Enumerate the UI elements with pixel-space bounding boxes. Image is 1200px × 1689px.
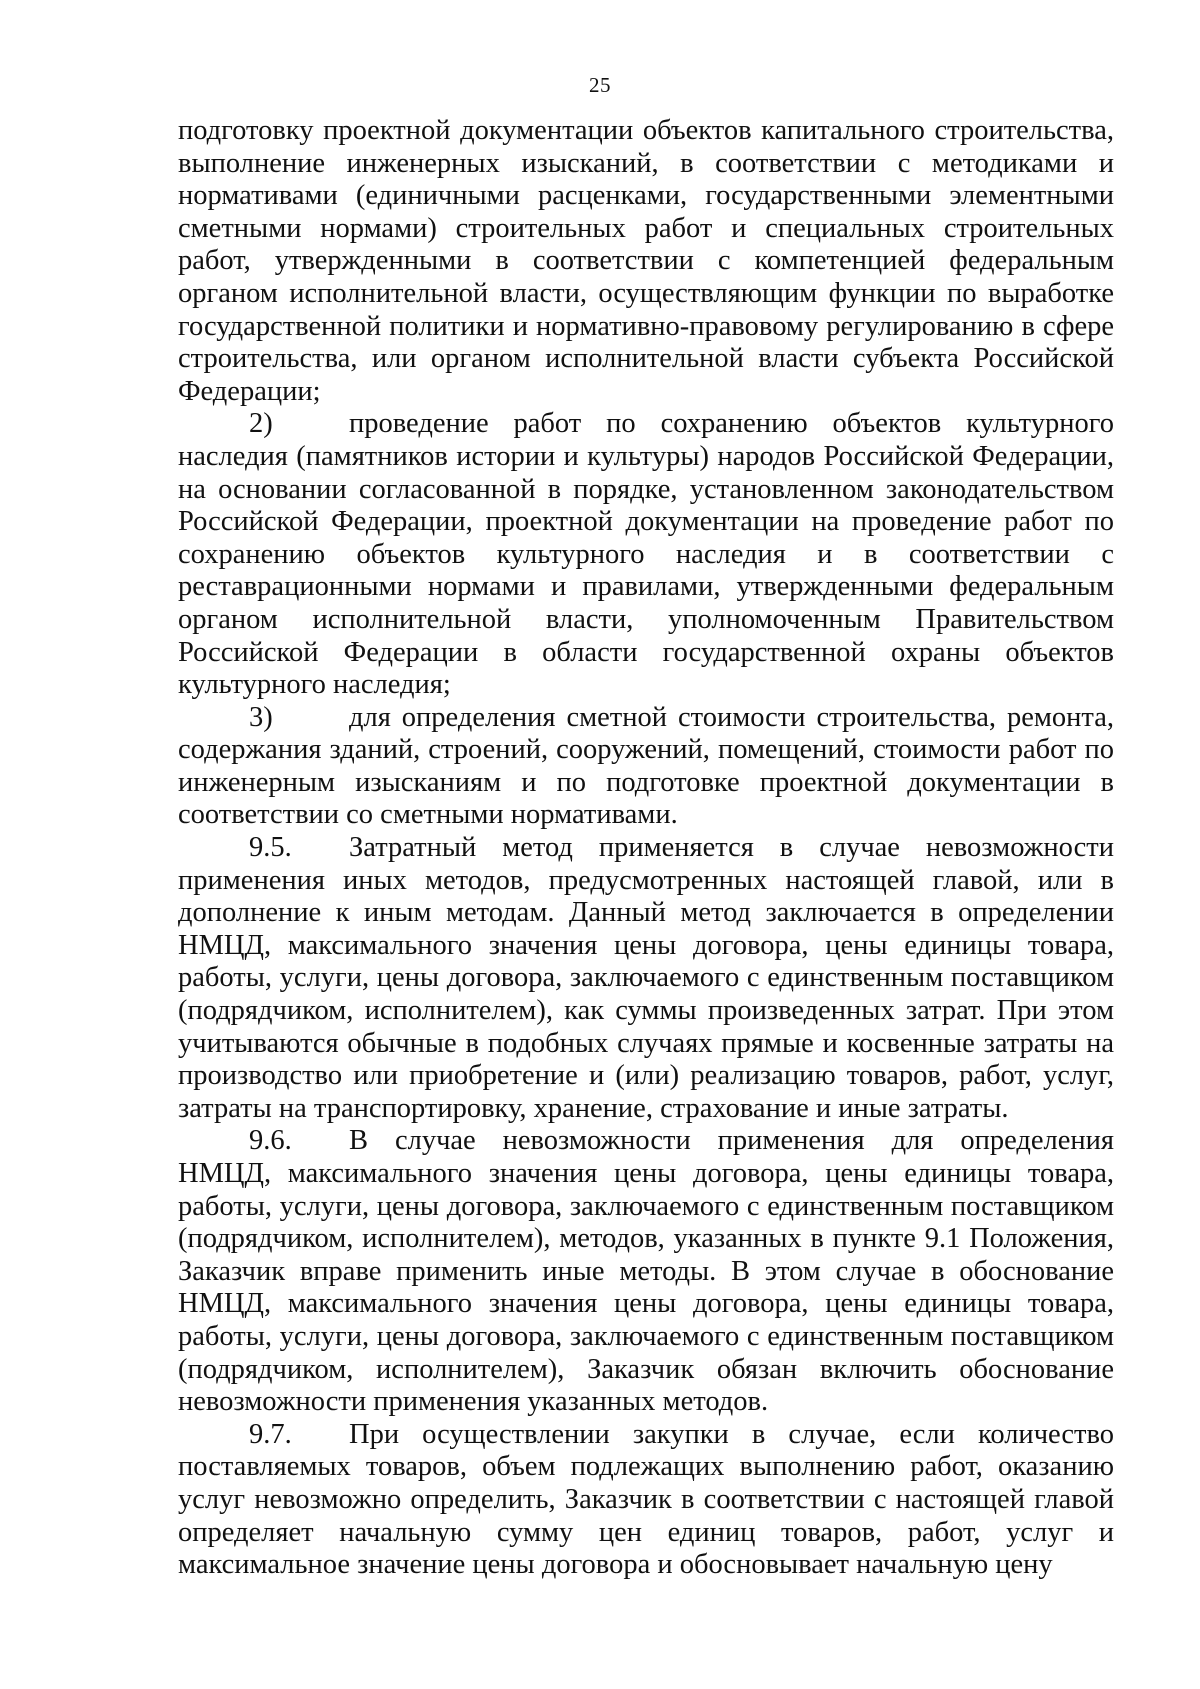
list-item-number: 2) [249, 408, 273, 440]
list-item-2 [178, 408, 1114, 701]
clause-9-5 [178, 832, 1114, 1125]
paragraph-text: для определения сметной стоимости строительства, ремонта, содержания зданий, строений, сооружений, помещений, стоимости работ по инженерным изысканиям и по подготовке проектной документации в соответствии со сметными нормативами. [178, 701, 1114, 831]
page-number: 25 [589, 73, 611, 97]
clause-number: 9.5. [249, 832, 292, 864]
list-item-number: 3) [249, 701, 273, 733]
paragraph-text: В случае невозможности применения для определения НМЦД, максимального значения цены договора, цены единицы товара, работы, услуги, цены договора, заключаемого с единственным поставщиком (подрядчиком, исполнителем), методов, указанных в пункте 9.1 Положения, Заказчик вправе применить иные методы. В этом случае в обоснование НМЦД, максимального значения цены договора, цены единицы товара, работы, услуги, цены договора, заключаемого с единственным поставщиком (подрядчиком, исполнителем), Заказчик обязан включить обоснование невозможности применения указанных методов. [178, 1125, 1114, 1418]
paragraph-continuation [178, 115, 1114, 408]
clause-9-7 [178, 1419, 1114, 1582]
clause-number: 9.6. [249, 1125, 292, 1157]
paragraph-text: подготовку проектной документации объектов капитального строительства, выполнение инженерных изысканий, в соответствии с методиками и нормативами (единичными расценками, государственными элементными сметными нормами) строительных работ и специальных строительных работ, утвержденными в соответствии с компетенцией федеральным органом исполнительной власти, осуществляющим функции по выработке государственной политики и нормативно-правовому регулированию в сфере строительства, или органом исполнительной власти субъекта Российской Федерации; [178, 115, 1114, 407]
document-body [178, 115, 1114, 1582]
clause-9-6 [178, 1125, 1114, 1418]
list-item-3 [178, 702, 1114, 832]
paragraph-text: При осуществлении закупки в случае, если количество поставляемых товаров, объем подлежащих выполнению работ, оказанию услуг невозможно определить, Заказчик в соответствии с настоящей главой определяет начальную сумму цен единиц товаров, работ, услуг и максимальное значение цены договора и обосновывает начальную цену [178, 1418, 1114, 1581]
paragraph-text: проведение работ по сохранению объектов культурного наследия (памятников истории и культуры) народов Российской Федерации, на основании согласованной в порядке, установленном законодательством Российской Федерации, проектной документации на проведение работ по сохранению объектов культурного наследия и в соответствии с реставрационными нормами и правилами, утвержденными федеральным органом исполнительной власти, уполномоченным Правительством Российской Федерации в области государственной охраны объектов культурного наследия; [178, 408, 1114, 701]
clause-number: 9.7. [249, 1418, 292, 1450]
paragraph-text: Затратный метод применяется в случае невозможности применения иных методов, предусмотренных настоящей главой, или в дополнение к иным методам. Данный метод заключается в определении НМЦД, максимального значения цены договора, цены единицы товара, работы, услуги, цены договора, заключаемого с единственным поставщиком (подрядчиком, исполнителем), как суммы произведенных затрат. При этом учитываются обычные в подобных случаях прямые и косвенные затраты на производство или приобретение и (или) реализацию товаров, работ, услуг, затраты на транспортировку, хранение, страхование и иные затраты. [178, 832, 1114, 1124]
